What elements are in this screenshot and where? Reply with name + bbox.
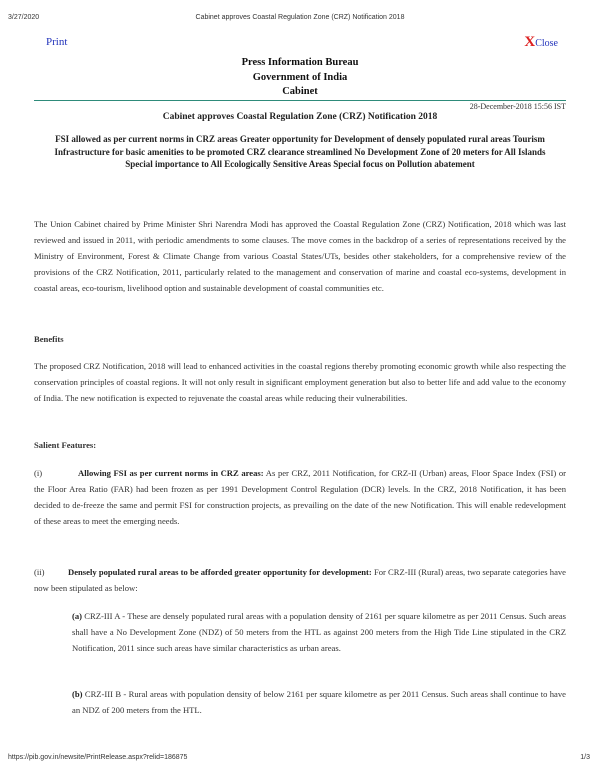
item-number: (i): [34, 468, 43, 478]
item-text: As per CRZ, 2011 Notification, for CRZ-II (Urban) areas, Floor Space Index (FSI) or the Floor Area Ratio (FAR) had been frozen as per 1991 Development Control Regulation (DCR) levels. In the CRZ, 2018 Notification, it has been decided to de-freeze the same and permit FSI for construction projects, as prevailing on the date of the new Notification. This will enable redevelopment of these areas to meet the emerging needs.: [34, 468, 567, 526]
footer-url: https://pib.gov.in/newsite/PrintRelease.aspx?relid=186875: [8, 754, 188, 761]
sub-item-label: (a): [72, 611, 83, 621]
sub-item-text: CRZ-III A - These are densely populated rural areas with a population density of 2161 per square kilometre as per 2011 Census. Such areas shall have a No Development Zone (NDZ) of 50 meters from the HTL as against 200 meters from the High Tide Line stipulated in the CRZ Notification, 2011 since such areas have similar characteristics as urban areas.: [72, 611, 566, 653]
footer-page-number: 1/3: [580, 754, 590, 761]
benefits-paragraph: The proposed CRZ Notification, 2018 will lead to enhanced activities in the coastal regions thereby promoting economic growth while also respecting the conservation principles of coastal regions. It will not only result in significant employment generation but also to better life and add value to the economy of India. The new notification is expected to rejuvenate the coastal areas while reducing their vulnerabilities.: [34, 361, 566, 403]
intro-paragraph: The Union Cabinet chaired by Prime Minister Shri Narendra Modi has approved the Coastal Regulation Zone (CRZ) Notification, 2018 which was last reviewed and issued in 2011, with periodic amendments to some clauses. The move comes in the backdrop of a series of representations received by the Ministry of Environment, Forest & Climate Change from various Coastal States/UTs, besides other stakeholders, for a comprehensive review of the provisions of the CRZ Notification, 2011, particularly related to the management and conservation of marine and coastal eco-systems, development in coastal areas, eco-tourism, livelihood option and sustainable development of coastal communities etc.: [34, 219, 566, 293]
item-number: (ii): [34, 567, 45, 577]
header-divider: [34, 100, 566, 101]
feature-item-2: [34, 564, 566, 596]
org-government: Government of India: [252, 72, 348, 83]
org-ministry: Cabinet: [282, 86, 318, 97]
close-button[interactable]: [524, 34, 558, 51]
release-subtitle: FSI allowed as per current norms in CRZ areas Greater opportunity for Development of densely populated rural areas Tourism Infrastructure for basic amenities to be promoted CRZ clearance streamlined No Development Zone of 20 meters for All Islands Special importance to All Ecologically Sensitive Areas Special focus on Pollution abatement: [54, 134, 546, 169]
browser-date: 3/27/2020: [8, 14, 40, 21]
item-text: For CRZ-III (Rural) areas, two separate categories have now been stipulated as below:: [34, 567, 566, 593]
sub-item-b: [72, 686, 566, 718]
close-icon: X: [524, 34, 536, 50]
salient-heading: Salient Features:: [34, 440, 97, 450]
browser-page-title: Cabinet approves Coastal Regulation Zone (CRZ) Notification 2018: [195, 14, 405, 21]
org-name: Press Information Bureau: [241, 57, 359, 68]
item-title: Allowing FSI as per current norms in CRZ areas:: [78, 468, 264, 478]
sub-item-text: CRZ-III B - Rural areas with population density of below 2161 per square kilometre as per 2011 Census. Such areas shall continue to have an NDZ of 200 meters from the HTL.: [72, 689, 566, 715]
sub-item-label: (b): [72, 689, 83, 699]
feature-item-1: [34, 465, 566, 529]
release-datetime: 28-December-2018 15:56 IST: [469, 102, 566, 111]
release-title: Cabinet approves Coastal Regulation Zone (CRZ) Notification 2018: [162, 112, 438, 122]
item-title: Densely populated rural areas to be afforded greater opportunity for development:: [68, 567, 372, 577]
benefits-heading: Benefits: [34, 334, 64, 344]
sub-item-a: [72, 608, 566, 656]
print-link[interactable]: Print: [46, 36, 68, 48]
close-label: Close: [535, 38, 558, 49]
